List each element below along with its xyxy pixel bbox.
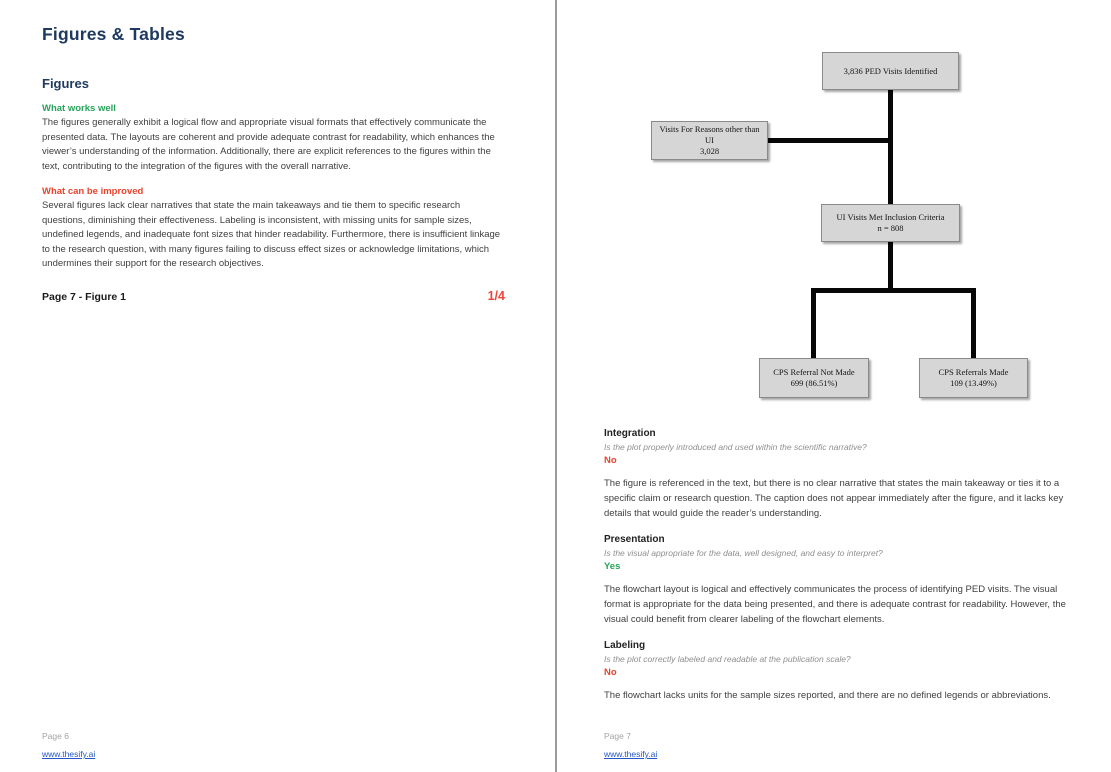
left-page-footer	[42, 731, 95, 762]
figure-label: Page 7 - Figure 1	[42, 290, 127, 303]
flow-node-value: n = 808	[877, 223, 904, 233]
flow-connector-left-vertical	[811, 288, 816, 359]
right-page-footer	[604, 731, 657, 762]
flow-node-label: UI Visits Met Inclusion Criteria	[836, 212, 945, 222]
review-text: The flowchart lacks units for the sample sizes reported, and there are no defined legends or abbreviations.	[604, 690, 1051, 701]
flow-node-value: 699 (86.51%)	[790, 378, 838, 388]
improve-heading: What can be improved	[42, 186, 144, 197]
flow-node-label: 3,836 PED Visits Identified	[843, 65, 938, 76]
improve-text: Several figures lack clear narratives that state the main takeaways and tie them to specific research questions, diminishing their effectiveness. Labeling is inconsistent, with missing units for sample sizes, undefined legends, and inadequate font sizes that hinder readability. Furthermore, there is insufficient linkage to the research question, with many figures failing to discuss effect sizes or acknowledge limitations, which undermines their support for the research objectives.	[42, 200, 501, 269]
works-well-text: The figures generally exhibit a logical flow and appropriate visual formats that effectively communicate the presented data. The layouts are coherent and provide adequate contrast for readability, which enhances the viewer’s understanding of the information. Additionally, there are explicit references to the figures within the text, contributing to the integration of the figures with the overall narrative.	[42, 117, 495, 172]
flowchart-figure	[557, 0, 1111, 428]
page-left	[0, 0, 555, 772]
review-sections	[604, 428, 1066, 716]
flow-connector-branch-horizontal	[811, 288, 976, 293]
footer-page-number: Page 7	[604, 731, 631, 741]
flow-node-label: Visits For Reasons other than UI	[659, 124, 760, 145]
footer-page-number: Page 6	[42, 731, 69, 741]
works-well-heading: What works well	[42, 103, 116, 114]
figure-header-row	[42, 289, 505, 303]
review-section-presentation	[604, 534, 1066, 627]
review-text: The flowchart layout is logical and effectively communicates the process of identifying PED visits. The visual format is appropriate for the data being presented, and there is adequate contrast for readability. However, the visual could benefit from clearer labeling of the flowchart elements.	[604, 584, 1066, 625]
flow-node-excluded	[651, 121, 768, 160]
footer-link[interactable]: www.thesify.ai	[42, 749, 96, 759]
flow-node-label: CPS Referrals Made	[938, 367, 1009, 377]
flow-node-referral-not-made	[759, 358, 869, 398]
flow-connector-right-vertical	[971, 288, 976, 359]
review-heading: Labeling	[604, 640, 646, 651]
footer-link[interactable]: www.thesify.ai	[604, 749, 658, 759]
flow-node-value: 3,028	[699, 146, 720, 156]
flow-connector-top-vertical	[888, 88, 893, 206]
review-section-labeling	[604, 640, 1066, 703]
review-text: The figure is referenced in the text, but there is no clear narrative that states the main takeaway or ties it to a specific claim or research question. The caption does not appear immediately after the figure, and it lacks key details that would guide the reader’s understanding.	[604, 478, 1064, 519]
review-heading: Integration	[604, 428, 656, 439]
review-section-integration	[604, 428, 1066, 521]
review-heading: Presentation	[604, 534, 665, 545]
flow-node-value: 109 (13.49%)	[950, 378, 997, 388]
flow-node-referrals-made	[919, 358, 1028, 398]
figure-counter: 1/4	[487, 288, 505, 303]
flow-connector-exclusion-horizontal	[767, 138, 890, 143]
page-title: Figures & Tables	[42, 24, 185, 44]
flow-node-identified	[822, 52, 959, 90]
figures-section-title: Figures	[42, 76, 89, 91]
flow-node-included	[821, 204, 960, 242]
review-question: Is the visual appropriate for the data, well designed, and easy to interpret?	[604, 548, 883, 558]
review-question: Is the plot correctly labeled and readable at the publication scale?	[604, 654, 851, 664]
page-right	[557, 0, 1111, 772]
verdict-badge: No	[604, 455, 617, 466]
review-question: Is the plot properly introduced and used within the scientific narrative?	[604, 442, 867, 452]
flow-node-label: CPS Referral Not Made	[773, 367, 855, 377]
flow-connector-mid-vertical	[888, 240, 893, 292]
verdict-badge: Yes	[604, 561, 621, 572]
verdict-badge: No	[604, 667, 617, 678]
